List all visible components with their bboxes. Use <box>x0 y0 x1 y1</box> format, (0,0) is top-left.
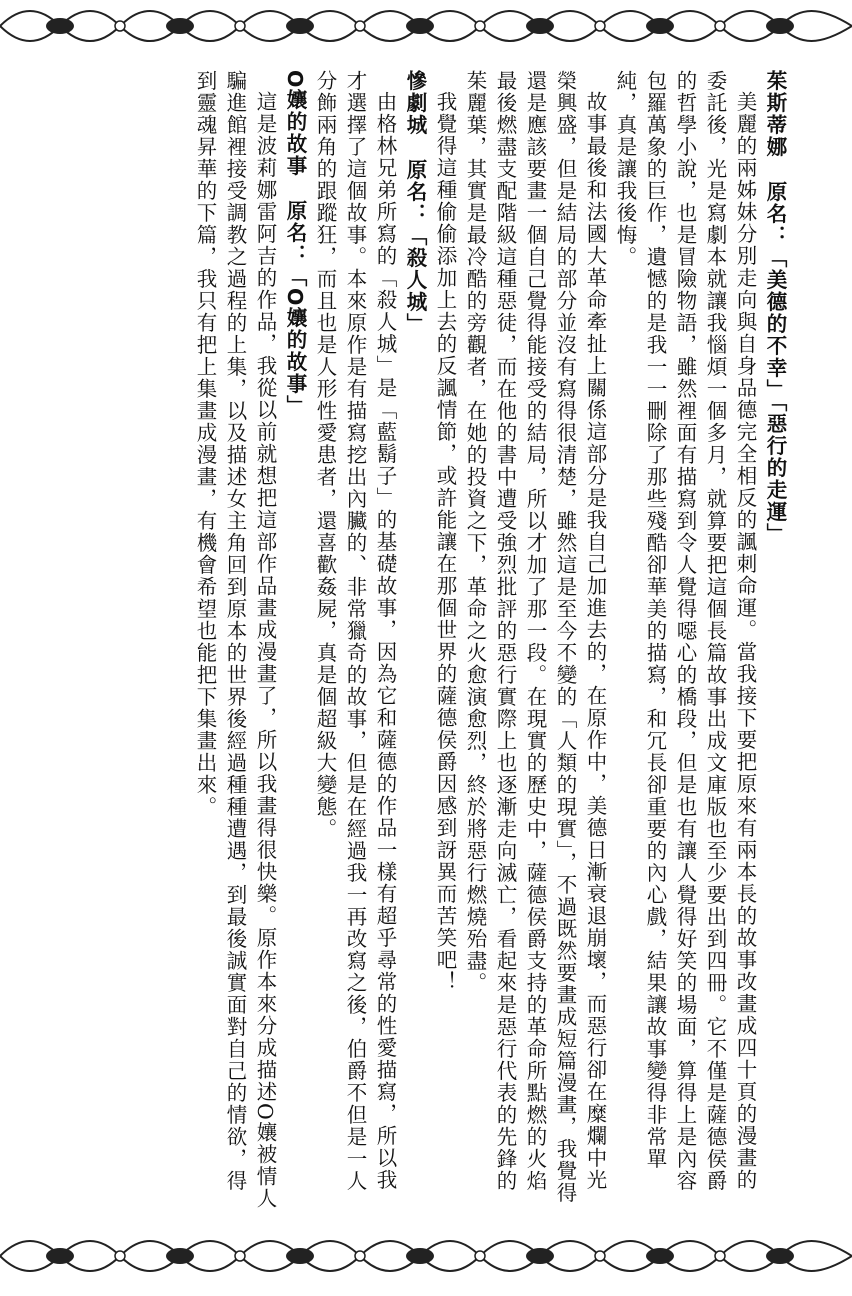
paragraph: 由格林兄弟所寫的「殺人城」是「藍鬍子」的基礎故事，因為它和薩德的作品一樣有超乎尋常的性愛描寫，所以我才選擇了這個故事。本來原作是有描寫挖出內臟的、非常獵奇的故事，但是在經過我一再改寫之後，伯爵不但是一人分飾兩角的跟蹤狂，而且也是人形性愛患者，還喜歡姦屍，真是個超級大變態。 <box>313 70 397 1192</box>
ornamental-border-bottom <box>0 1232 852 1280</box>
paragraph: 故事最後和法國大革命牽扯上關係這部分是我自己加進去的，在原作中，美德日漸衰退崩壞，而惡行卻在糜爛中光榮興盛，但是結局的部分並沒有寫得很清楚，雖然這是至今不變的「人類的現實」，不過既然要畫成短篇漫畫，我覺得還是應該要畫一個自己覺得能接受的結局，所以才加了那一段。在現實的歷史中，薩德侯爵支持的革命所點燃的火焰最後燃盡支配階級這種惡徒，而在他的書中遭受強烈批評的惡行實際上也逐漸走向滅亡，看起來是惡行代表的先鋒的茱麗葉，其實是最冷酷的旁觀者，在她的投資之下，革命之火愈演愈烈，終於將惡行燃燒殆盡。 <box>463 70 607 1204</box>
section-heading-justine <box>760 70 790 1210</box>
heading-original-title: 原名：「殺人城」 <box>403 158 427 335</box>
heading-title: O孃的故事 <box>283 70 307 177</box>
paragraph: 美麗的兩姊妹分別走向與自身品德完全相反的諷刺命運。當我接下要把原來有兩本長的故事改畫成四十頁的漫畫的委託後，光是寫劇本就讓我惱煩一個多月，就算要把這個長篇故事出成文庫版也至少要出到四冊。它不僅是薩德侯爵的哲學小說，也是冒險物語，雖然裡面有描寫到令人覺得噁心的橋段，但是也有讓人覺得好笑的場面，算得上是內容包羅萬象的巨作，遺憾的是我一一刪除了那些殘酷卻華美的描寫，和冗長卻重要的內心戲，結果讓故事變得非常單純，真是讓我後悔。 <box>613 70 757 1192</box>
section-heading-tragedy-castle <box>400 70 430 1210</box>
ornamental-border-top <box>0 2 852 50</box>
heading-title: 茱斯蒂娜 <box>763 70 787 158</box>
heading-title: 慘劇城 <box>403 70 427 136</box>
paragraph: 這是波莉娜雷阿吉的作品，我從以前就想把這部作品畫成漫畫了，所以我畫得很快樂。原作本來分成描述O孃被情人騙進館裡接受調教之過程的上集，以及描述女主角回到原本的世界後經過種種遭遇，到最後誠實面對自己的情欲，得到靈魂昇華的下篇，我只有把上集畫成漫畫，有機會希望也能把下集畫出來。 <box>193 70 277 1209</box>
section-heading-story-of-o <box>280 70 310 1210</box>
afterword-text <box>70 70 790 1210</box>
heading-original-title: 原名：「O孃的故事」 <box>283 199 307 417</box>
heading-original-title: 原名：「美德的不幸」「惡行的走運」 <box>763 180 787 545</box>
paragraph: 我覺得這種偷偷添加上去的反諷情節，或許能讓在那個世界的薩德侯爵因感到訝異而苦笑吧！ <box>433 90 457 993</box>
